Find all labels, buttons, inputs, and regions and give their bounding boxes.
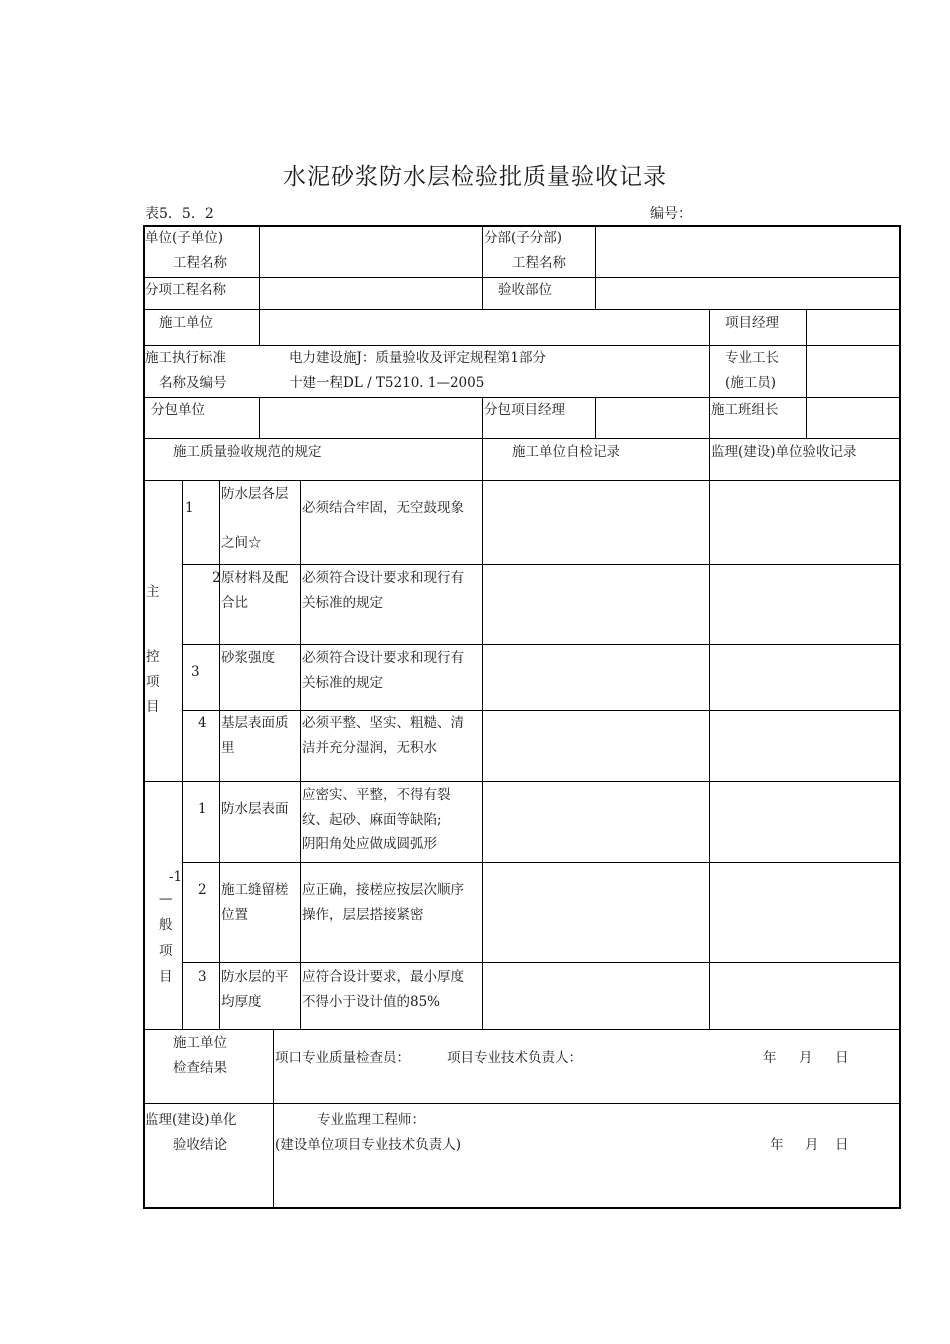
rule [259,397,260,438]
project-manager-label: 项目经理 [725,315,779,331]
general-item-requirement: 应密实、平整，不得有裂 [302,787,451,803]
main-item-number: 2 [212,570,221,586]
rule [182,564,901,565]
general-item-name: 防水层表面 [221,801,289,817]
main-item-requirement: 必须结合牢固，无空鼓现象 [302,500,464,516]
main-item-name: 原材料及配 [221,570,289,586]
general-item-requirement: 纹、起砂、麻面等缺陷; [302,812,442,828]
rule [300,480,301,1029]
rule [143,781,901,782]
general-item-requirement: 阴阳角处应做成圆弧形 [302,836,437,852]
rule [259,225,260,345]
foreman-label-line2: (施工员) [725,375,777,391]
main-item-requirement: 必须平整、坚实、粗糙、清 [302,715,464,731]
rule [482,397,483,438]
main-item-requirement: 关标准的规定 [302,675,383,691]
main-item-name: 里 [221,740,235,756]
constructor-label: 施工单位 [159,315,213,331]
rule [182,862,901,863]
main-item-number: 4 [198,715,207,731]
main-item-name: 砂浆强度 [221,650,275,666]
page-title: 水泥砂浆防水层检验批质量验收记录 [283,164,667,190]
conclusion-label: 验收结论 [173,1137,227,1153]
rule [143,480,901,481]
foreman-label-line1: 专业工长 [725,350,779,366]
standard-label-line1: 施工执行标准 [145,350,226,366]
spec-column-header: 施工质量验收规范的规定 [173,444,322,460]
rule [709,309,710,438]
general-item-number: 1 [198,801,207,817]
date-day: 日 [835,1050,849,1066]
rule [182,962,901,963]
main-item-requirement: 必须符合设计要求和现行有 [302,570,464,586]
standard-value-line2: 十建一程DL / T5210. 1—2005 [289,375,485,391]
unit-label-line1: 单位(子单位) [145,230,224,246]
general-group-char: 般 [159,917,173,933]
table-number: 表5．5．2 [145,206,214,222]
rule [182,710,901,711]
standard-label-line2: 名称及编号 [159,375,227,391]
sub-pm-label: 分包项目经理 [484,402,565,418]
main-group-char: 目 [146,699,160,715]
rule [595,397,596,438]
rule [482,225,483,309]
subdivision-label-line2: 工程名称 [512,255,566,271]
subcontractor-label: 分包单位 [151,402,205,418]
border-left [143,225,145,1209]
main-item-name: 合比 [221,595,248,611]
main-group-char: 控 [146,649,160,665]
rule [595,225,596,309]
rule [182,644,901,645]
supervising-engineer-label: 专业监理工程师： [317,1112,425,1128]
general-item-name: 均厚度 [221,994,262,1010]
subdivision-label-line1: 分部(子分部) [484,230,563,246]
rule [143,309,901,310]
inspection-record-table [143,225,901,1209]
owner-tech-lead-label: (建设单位项目专业技术负责人) [275,1137,462,1153]
rule [219,480,220,1029]
general-item-name: 施工缝留槎 [221,882,289,898]
date-day: 日 [835,1137,849,1153]
rule [143,1029,901,1030]
conclusion-label: 监理(建设)单化 [145,1112,237,1128]
supervision-column-header: 监理(建设)单位验收记录 [711,444,857,460]
main-item-number: 3 [191,664,200,680]
check-result-label: 施工单位 [173,1035,227,1051]
main-group-char: 主 [146,584,160,600]
general-item-name: 防水层的平 [221,969,289,985]
main-item-name: 之间☆ [221,535,262,551]
rule [709,438,710,1029]
unit-label-line2: 工程名称 [173,255,227,271]
acceptance-part-label: 验收部位 [498,282,552,298]
rule [273,1029,274,1208]
date-year: 年 [770,1137,784,1153]
general-item-number: 2 [198,882,207,898]
rule [182,480,183,1029]
date-month: 月 [805,1137,819,1153]
rule [482,438,483,1029]
general-item-number: 3 [198,969,207,985]
border-right [899,225,901,1209]
date-year: 年 [763,1050,777,1066]
check-result-label: 检查结果 [173,1060,227,1076]
general-group-char: 项 [159,943,173,959]
general-group-char: 目 [159,969,173,985]
main-item-requirement: 必须符合设计要求和现行有 [302,650,464,666]
team-leader-label: 施工班组长 [711,402,779,418]
quality-inspector-label: 项口专业质量检查员： [275,1050,410,1066]
general-item-name: 位置 [221,907,248,923]
general-item-requirement: 不得小于设计值的85% [302,994,441,1010]
standard-value-line1: 电力建设施J：质量验收及评定规程第1部分 [289,350,547,366]
rule [143,1103,901,1104]
main-item-requirement: 洁并充分湿润，无积水 [302,740,437,756]
main-group-char: 项 [146,674,160,690]
code-label: 编号： [650,206,692,222]
self-check-column-header: 施工单位自检记录 [512,444,620,460]
main-item-name: 基层表面质 [221,715,289,731]
main-item-requirement: 关标准的规定 [302,595,383,611]
main-item-number: 1 [185,500,194,516]
tech-lead-label: 项目专业技术负责人： [447,1050,582,1066]
general-group-char: — [159,891,173,907]
main-item-name: 防水层各层 [221,486,289,502]
rule [143,438,901,439]
general-item-requirement: 应正确，接槎应按层次顺序 [302,882,464,898]
rule [806,309,807,438]
subitem-label: 分项工程名称 [145,282,226,298]
border-bottom [143,1207,901,1209]
general-item-requirement: 操作，层层搭接紧密 [302,907,424,923]
date-month: 月 [799,1050,813,1066]
general-item-requirement: 应符合设计要求，最小厚度 [302,969,464,985]
general-group-char: -1 [169,869,183,885]
